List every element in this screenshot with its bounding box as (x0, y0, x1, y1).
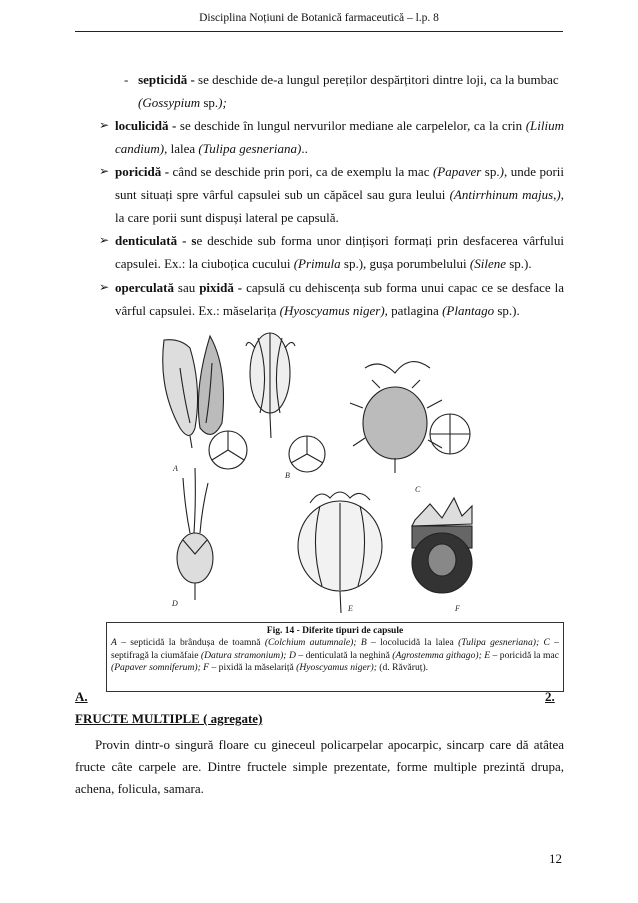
caption-a: A (111, 637, 117, 649)
capsule-d-drawing (171, 468, 213, 608)
example-primula: (Primula (293, 256, 341, 271)
text-denticulata-2: sp.), gușa porumbelului (340, 256, 470, 271)
letter-f: F (455, 604, 460, 613)
caption-f-species: (Hyoscyamus niger); (296, 661, 377, 673)
text-poricida-2: , unde porii sunt situați spre vârful capsulei sub un căpăcel sau gura leului (115, 164, 565, 202)
item-poricida (115, 160, 564, 229)
arrow-bullet-icon: ➢ (99, 233, 110, 247)
caption-c-text: – septifragă la ciumăfaie (111, 637, 559, 661)
item-denticulata (115, 229, 564, 275)
sp-text: sp. (481, 164, 500, 179)
letter-d: D (172, 599, 178, 608)
letter-a: A (173, 464, 178, 473)
item-septicida (124, 68, 564, 114)
page-number: 12 (549, 851, 562, 866)
close-text: ) (499, 164, 504, 179)
caption-a-text: – septicidă la brândușa de toamnă (116, 637, 265, 649)
caption-text (111, 637, 559, 674)
caption-d-species: (Agrostemma githago); E (392, 649, 491, 661)
close-text: ); (218, 95, 227, 110)
term-septicida: septicidă - (138, 72, 195, 87)
term-poricida: poricidă - (115, 164, 170, 179)
text-patlagina: patlagina (387, 303, 443, 318)
example-gossypium: (Gossypium (138, 95, 201, 110)
label-2: 2. (545, 689, 555, 704)
dash-bullet: - (124, 72, 129, 87)
caption-b-text: – locolucidă la lalea (366, 637, 459, 649)
term-pixida: pixidă - (199, 280, 243, 295)
caption-source: (d. Răvăruț). (376, 661, 429, 673)
section-title: FRUCTE MULTIPLE ( agregate) (75, 711, 263, 726)
text-operculata-2: sp.). (494, 303, 520, 318)
caption-d-text: – denticulată la neghină (295, 649, 393, 661)
example-silene: (Silene (469, 256, 506, 271)
text-septicida: se deschide de-a lungul pereților despărțitori dintre loji, ca la bumbac (194, 72, 559, 87)
capsule-types-illustration (150, 328, 570, 618)
capsule-e-drawing (298, 492, 382, 613)
caption-a-species: (Colchium autumnale); B (264, 637, 367, 649)
example-papaver: (Papaver (432, 164, 482, 179)
arrow-bullet-icon: ➢ (99, 164, 110, 178)
example-lilium: (Lilium candium) (115, 118, 564, 156)
caption-e-text: – poricidă la mac (490, 649, 559, 661)
example-tulipa: (Tulipa gesneriana) (198, 141, 302, 156)
term-operculata: operculată (115, 280, 174, 295)
letter-c: C (415, 485, 421, 494)
capsule-b-drawing (246, 333, 325, 480)
arrow-bullet-icon: ➢ (99, 118, 110, 132)
item-loculicida (115, 114, 564, 160)
label-a: A. (75, 689, 88, 704)
item-operculata (115, 276, 564, 322)
caption-f-text: – pixidă la măselariță (209, 661, 297, 673)
text-denticulata-1: e deschide sub forma unor dințișori formați prin desfacerea vârfului capsulei. Ex.: la ciuboțica cucului (115, 233, 564, 271)
term-denticulata: denticulată - s (115, 233, 197, 248)
caption-b-species: (Tulipa gesneriana); C (458, 637, 550, 649)
text-operculata-1: capsulă cu dehiscența sub forma unui capac ce se desface la vârful capsulei. Ex.: măselarița (115, 280, 565, 318)
term-loculicida: loculicidă - (115, 118, 177, 133)
text-loculicida: se deschide în lungul nervurilor mediane ale carpelelor, ca la crin (176, 118, 526, 133)
letter-e: E (348, 604, 353, 613)
text-sau: sau (173, 280, 200, 295)
text-end: .. (301, 141, 308, 156)
text-poricida-3: , la care porii sunt dispuși lateral pe capsulă. (115, 187, 565, 225)
header-divider (75, 31, 563, 32)
text-poricida-1: când se deschide prin pori, ca de exemplu la mac (169, 164, 433, 179)
caption-c-species: (Datura stramonium); D (200, 649, 296, 661)
text-denticulata-3: sp.). (506, 256, 532, 271)
capsule-c-drawing (350, 362, 470, 494)
caption-e-species: (Papaver somniferum); F (111, 661, 210, 673)
example-antirrhinum: (Antirrhinum majus,) (449, 187, 561, 202)
letter-b: B (285, 471, 290, 480)
section-body: Provin dintr-o singură floare cu gineceul policarpelar apocarpic, sincarp care dă atâtea fructe câte carpele are. Dintre fructele simple prezentate, forme multiple prezintă drupa, achena, folicula, samara. (75, 737, 564, 796)
capsule-a-drawing (163, 336, 247, 473)
figure-caption (106, 622, 564, 692)
caption-title: Fig. 14 - Diferite tipuri de capsule (266, 626, 404, 636)
example-hyoscyamus: (Hyoscyamus niger), (279, 303, 388, 318)
page-header: Disciplina Noțiuni de Botanică farmaceutică – l.p. 8 (199, 12, 439, 24)
capsule-f-drawing (412, 498, 472, 613)
example-plantago: (Plantago (442, 303, 495, 318)
arrow-bullet-icon: ➢ (99, 280, 110, 294)
sp-text: sp. (200, 95, 219, 110)
text-lalea: , lalea (164, 141, 199, 156)
